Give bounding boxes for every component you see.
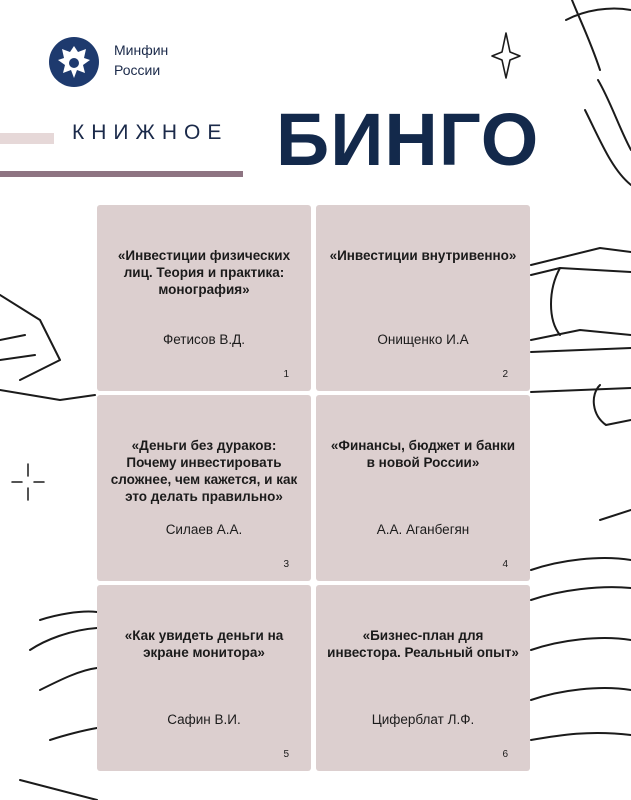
book-title: «Как увидеть деньги на экране монитора» xyxy=(124,628,284,660)
book-author: Циферблат Л.Ф. xyxy=(371,712,475,727)
org-line-2: России xyxy=(114,62,161,78)
card-number: 6 xyxy=(502,749,508,760)
book-title: «Инвестиции внутривенно» xyxy=(329,248,517,263)
page-subtitle: КНИЖНОЕ xyxy=(72,121,229,144)
book-stack-doodle-right xyxy=(531,248,631,425)
page-title: БИНГО xyxy=(276,98,540,181)
bingo-card-4 xyxy=(316,395,530,581)
open-book-doodle-bottom-right xyxy=(531,510,631,740)
book-author: Онищенко И.А xyxy=(377,332,469,347)
bingo-card-6 xyxy=(316,585,530,771)
card-number: 3 xyxy=(283,559,289,570)
book-author: Фетисов В.Д. xyxy=(162,332,246,347)
bingo-card-1 xyxy=(97,205,311,391)
book-author: Силаев А.А. xyxy=(165,522,243,537)
bingo-card-2 xyxy=(316,205,530,391)
open-book-doodle-top-right xyxy=(566,0,631,185)
book-title: «Бизнес-план для инвестора. Реальный опыт» xyxy=(327,628,519,660)
org-line-1: Минфин xyxy=(114,42,169,58)
book-doodle-left xyxy=(0,295,95,400)
bingo-card-5 xyxy=(97,585,311,771)
card-number: 2 xyxy=(502,369,508,380)
book-author: А.А. Аганбегян xyxy=(376,522,470,537)
organization-name xyxy=(114,40,168,80)
book-author: Сафин В.И. xyxy=(167,712,241,727)
book-title: «Инвестиции физических лиц. Теория и практика: монография» xyxy=(117,248,291,297)
bingo-card-3 xyxy=(97,395,311,581)
card-number: 5 xyxy=(283,749,289,760)
card-number: 4 xyxy=(502,559,508,570)
decorative-bar-top xyxy=(0,133,54,144)
card-number: 1 xyxy=(283,369,289,380)
open-book-doodle-bottom-left xyxy=(20,612,97,800)
sparkle-icon xyxy=(492,33,520,78)
book-title: «Деньги без дураков: Почему инвестировать сложнее, чем кажется, и как это делать правильно» xyxy=(110,438,298,504)
book-title: «Финансы, бюджет и банки в новой России» xyxy=(330,438,516,470)
decorative-bar-bottom xyxy=(0,171,243,177)
double-headed-eagle-emblem xyxy=(48,36,100,88)
crosshair-sparkle-icon xyxy=(12,464,44,500)
